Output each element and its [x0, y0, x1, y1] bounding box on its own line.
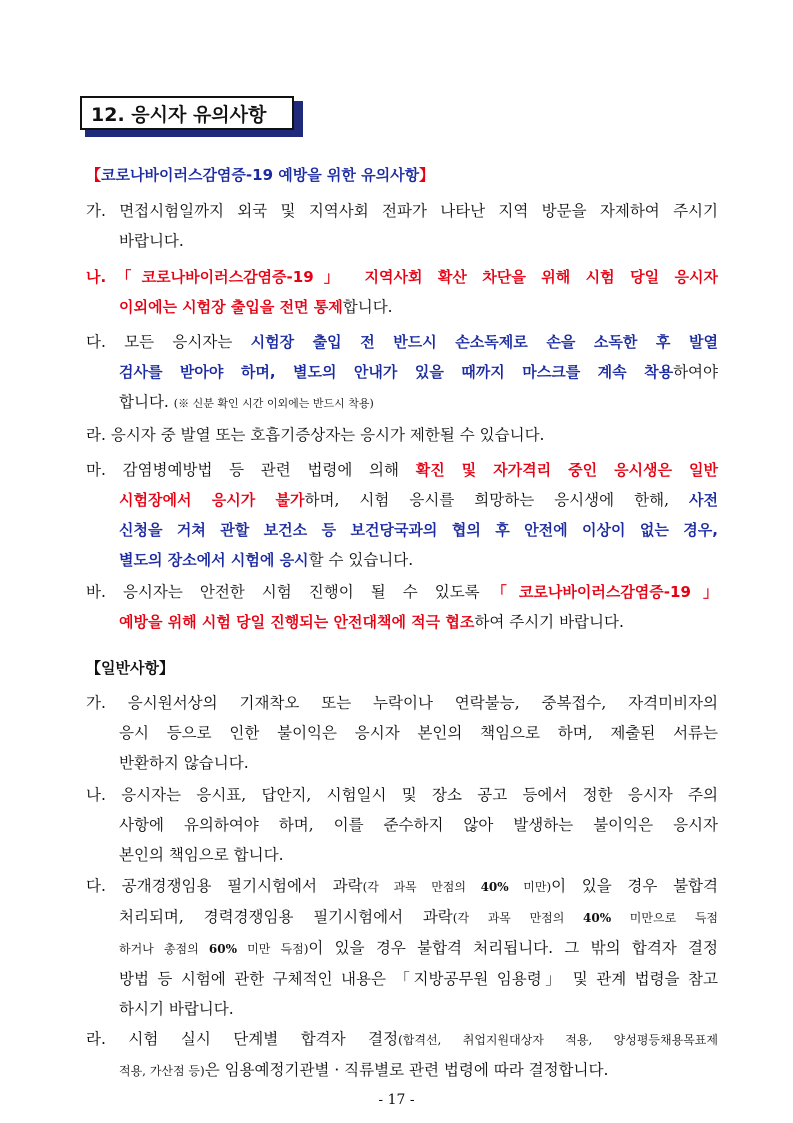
section2-heading: 【일반사항】	[86, 659, 174, 677]
page-title: 12. 응시자 유의사항	[80, 96, 294, 130]
s1-item-ra: 라. 응시자 중 발열 또는 호흡기증상자는 응시가 제한될 수 있습니다.	[86, 426, 545, 444]
s2-item-da: 다. 공개경쟁임용 필기시험에서 과락(각 과목 만점의 40% 미만)이 있을 경우 불합격 처리되며, 경력경쟁임용 필기시험에서 과락(각 과목 만점의 40% 미만으로 득점 하거나 총점의 60% 미만 득점)이 있을 경우 불합격 처리됩니다. 그 밖의 합격자 결정 방법 등 시험에 관한 구체적인 내용은 「지방공무원 임용령」 및 관계 법령을 참고 하시기 바랍니다.	[86, 877, 719, 1018]
section1-heading: 【코로나바이러스감염증-19 예방을 위한 유의사항】	[86, 166, 435, 184]
s1-item-da: 다. 모든 응시자는 시험장 출입 전 반드시 손소독제로 손을 소독한 후 발열 검사를 받아야 하며, 별도의 안내가 있을 때까지 마스크를 계속 착용하여야 합니다. (※ 신분 확인 시간 이외에는 반드시 착용)	[86, 333, 718, 411]
s1-item-ma: 마. 감염병예방법 등 관련 법령에 의해 확진 및 자가격리 중인 응시생은 일반 시험장에서 응시가 불가하며, 시험 응시를 희망하는 응시생에 한해, 사전 신청을 거쳐 관할 보건소 등 보건당국과의 협의 후 안전에 이상이 없는 경우, 별도의 장소에서 시험에 응시할 수 있습니다.	[86, 461, 718, 569]
s2-item-ga: 가. 응시원서상의 기재착오 또는 누락이나 연락불능, 중복접수, 자격미비자의 응시 등으로 인한 불이익은 응시자 본인의 책임으로 하며, 제출된 서류는 반환하지 않습니다.	[86, 694, 719, 772]
s1-item-ga: 가. 면접시험일까지 외국 및 지역사회 전파가 나타난 지역 방문을 자제하여 주시기 바랍니다.	[86, 202, 718, 250]
s1-item-na: 나.「코로나바이러스감염증-19」 지역사회 확산 차단을 위해 시험 당일 응시자 이외에는 시험장 출입을 전면 통제합니다.	[86, 268, 718, 316]
section-title-box	[80, 96, 304, 138]
s2-item-ra: 라. 시험 실시 단계별 합격자 결정(합격선, 취업지원대상자 적용, 양성평등채용목표제 적용, 가산점 등)은 임용예정기관별 · 직류별로 관련 법령에 따라 결정합니다.	[86, 1030, 718, 1079]
page-number: - 17 -	[378, 1092, 415, 1108]
s2-item-na: 나. 응시자는 응시표, 답안지, 시험일시 및 장소 공고 등에서 정한 응시자 주의 사항에 유의하여야 하며, 이를 준수하지 않아 발생하는 불이익은 응시자 본인의 책임으로 합니다.	[86, 786, 718, 864]
s1-item-ba: 바. 응시자는 안전한 시험 진행이 될 수 있도록「코로나바이러스감염증-19」 예방을 위해 시험 당일 진행되는 안전대책에 적극 협조하여 주시기 바랍니다.	[86, 583, 718, 631]
